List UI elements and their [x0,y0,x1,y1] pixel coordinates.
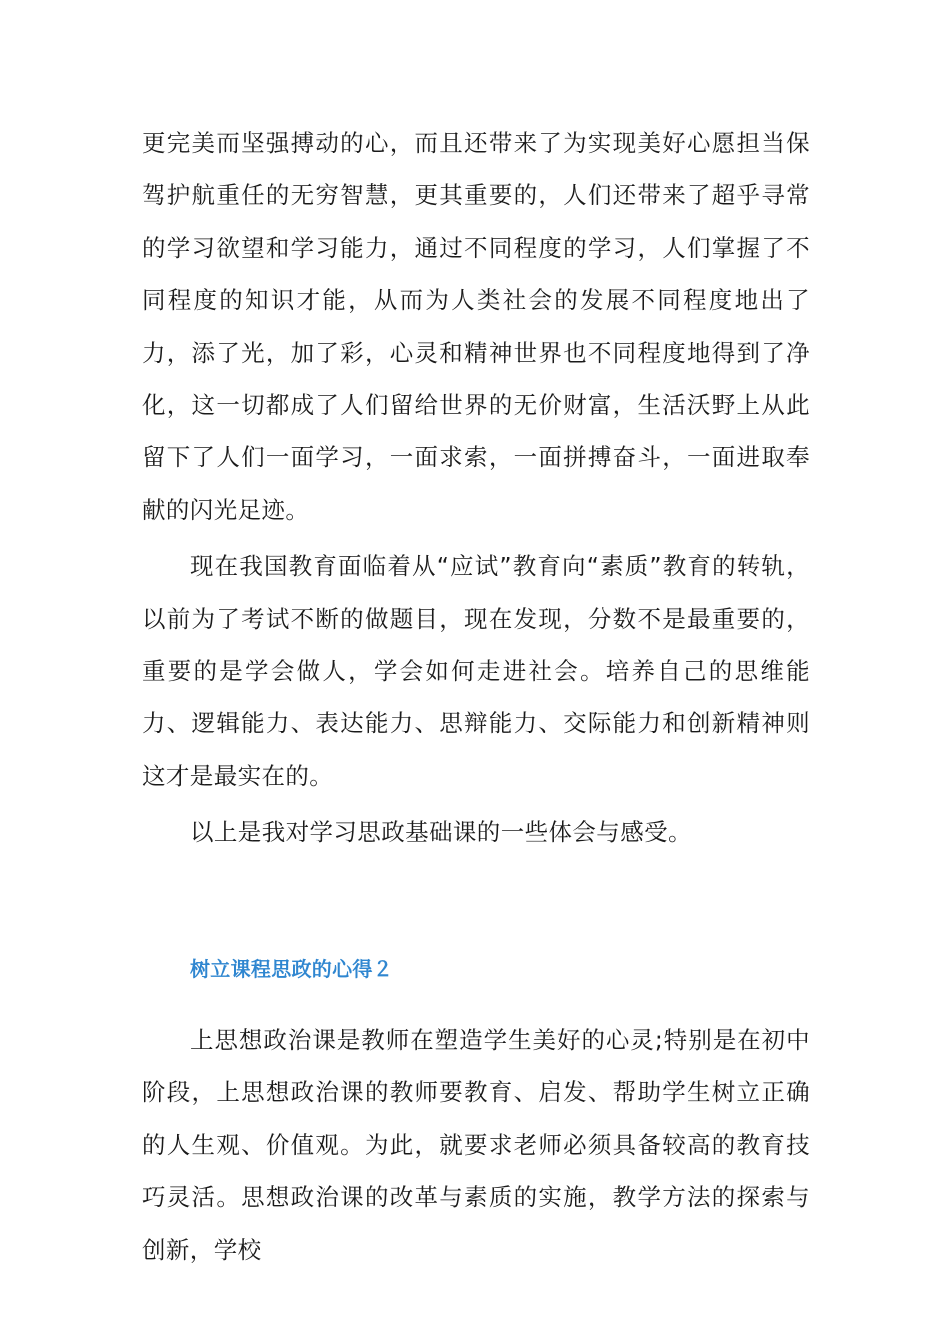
paragraph-section-two: 上思想政治课是教师在塑造学生美好的心灵;特别是在初中阶段，上思想政治课的教师要教育、启发、帮助学生树立正确的人生观、价值观。为此，就要求老师必须具备较高的教育技巧灵活。思想政治课的改革与素质的实施，教学方法的探索与创新，学校 [142,1026,810,1264]
section-two-body [142,1014,810,1276]
paragraph-conclusion: 以上是我对学习思政基础课的一些体会与感受。 [190,818,692,847]
paragraph-education-reform: 现在我国教育面临着从“应试”教育向“素质”教育的转轨，以前为了考试不断的做题目，现在发现，分数不是最重要的，重要的是学会做人，学会如何走进社会。培养自己的思维能力、逻辑能力、表达能力、思辩能力、交际能力和创新精神则这才是最实在的。 [142,552,810,790]
document-page [142,117,810,1264]
section-heading: 树立课程思政的心得２ [190,957,393,981]
paragraph-continuation: 更完美而坚强搏动的心，而且还带来了为实现美好心愿担当保驾护航重任的无穷智慧，更其重要的，人们还带来了超乎寻常的学习欲望和学习能力，通过不同程度的学习，人们掌握了不同程度的知识才能，从而为人类社会的发展不同程度地出了力，添了光，加了彩，心灵和精神世界也不同程度地得到了净化，这一切都成了人们留给世界的无价财富，生活沃野上从此留下了人们一面学习，一面求索，一面拼搏奋斗，一面进取奉献的闪光足迹。 [142,129,810,524]
